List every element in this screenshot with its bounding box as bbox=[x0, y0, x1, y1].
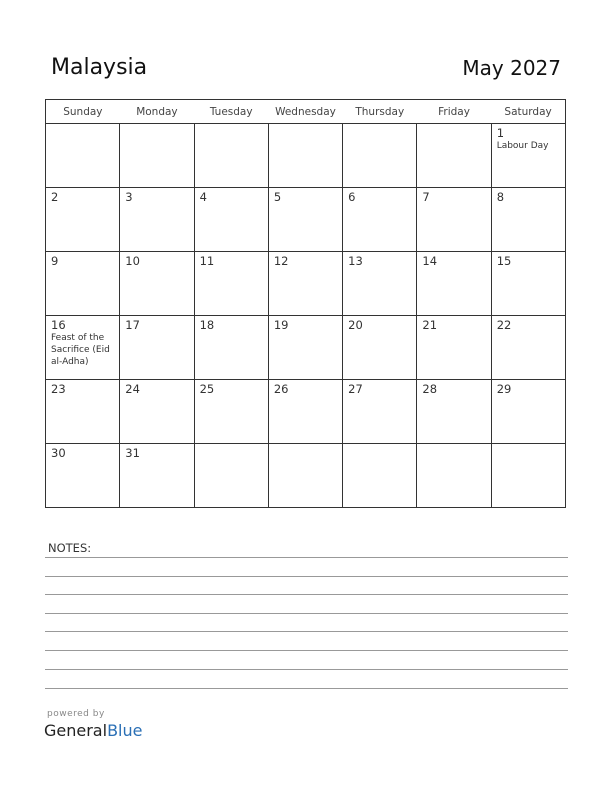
day-cell bbox=[46, 316, 120, 380]
calendar-grid bbox=[45, 99, 566, 508]
day-cell bbox=[120, 252, 194, 316]
weekday-wednesday: Wednesday bbox=[268, 100, 342, 124]
day-cell bbox=[343, 444, 417, 508]
week-row bbox=[46, 316, 566, 380]
day-cell bbox=[268, 188, 342, 252]
day-cell bbox=[343, 124, 417, 188]
day-number: 21 bbox=[422, 318, 438, 332]
day-cell bbox=[491, 316, 565, 380]
day-cell bbox=[268, 252, 342, 316]
day-number: 4 bbox=[199, 190, 207, 204]
day-number: 28 bbox=[422, 382, 438, 396]
weekday-tuesday: Tuesday bbox=[194, 100, 268, 124]
day-cell bbox=[491, 444, 565, 508]
day-cell bbox=[417, 188, 491, 252]
day-cell bbox=[343, 252, 417, 316]
day-cell bbox=[417, 316, 491, 380]
day-number: 7 bbox=[422, 190, 430, 204]
day-number: 12 bbox=[273, 254, 289, 268]
day-number: 23 bbox=[51, 382, 66, 396]
day-number: 30 bbox=[51, 446, 66, 460]
day-cell bbox=[194, 444, 268, 508]
day-number: 9 bbox=[51, 254, 59, 268]
day-cell bbox=[194, 188, 268, 252]
day-number: 13 bbox=[348, 254, 363, 268]
day-cell bbox=[46, 380, 120, 444]
brand-general: General bbox=[44, 721, 108, 740]
day-cell bbox=[46, 124, 120, 188]
week-row bbox=[46, 444, 566, 508]
day-cell bbox=[491, 252, 565, 316]
day-cell bbox=[46, 444, 120, 508]
day-number: 20 bbox=[348, 318, 363, 332]
note-line bbox=[45, 650, 568, 651]
note-line bbox=[45, 576, 568, 577]
day-cell bbox=[120, 316, 194, 380]
day-number: 5 bbox=[273, 190, 282, 204]
month-year-title: May 2027 bbox=[462, 56, 561, 80]
day-cell bbox=[417, 124, 491, 188]
day-number: 1 bbox=[496, 126, 505, 140]
week-row bbox=[46, 252, 566, 316]
day-cell bbox=[120, 444, 194, 508]
weekday-header-row bbox=[46, 100, 566, 124]
note-line bbox=[45, 631, 568, 632]
day-cell bbox=[491, 124, 565, 188]
note-line bbox=[45, 613, 568, 614]
day-cell bbox=[120, 188, 194, 252]
day-number: 11 bbox=[199, 254, 215, 268]
brand-blue: Blue bbox=[107, 721, 143, 740]
day-cell bbox=[491, 380, 565, 444]
holiday-label: Labour Day bbox=[496, 141, 549, 151]
day-cell bbox=[268, 316, 342, 380]
note-line bbox=[45, 594, 568, 595]
holiday-label: Feast of the Sacrifice (Eid al-Adha) bbox=[51, 333, 110, 367]
day-number: 26 bbox=[273, 382, 289, 396]
day-number: 18 bbox=[199, 318, 215, 332]
notes-label: NOTES: bbox=[48, 541, 92, 555]
day-number: 19 bbox=[273, 318, 289, 332]
day-cell bbox=[120, 124, 194, 188]
weekday-sunday: Sunday bbox=[46, 100, 120, 124]
day-number: 31 bbox=[125, 446, 140, 460]
weekday-saturday: Saturday bbox=[491, 100, 565, 124]
day-number: 16 bbox=[51, 318, 66, 332]
note-line bbox=[45, 557, 568, 558]
day-number: 15 bbox=[496, 254, 512, 268]
day-number: 29 bbox=[496, 382, 512, 396]
day-number: 22 bbox=[496, 318, 512, 332]
powered-by-text: powered by bbox=[47, 709, 105, 719]
country-title: Malaysia bbox=[51, 55, 148, 80]
weekday-friday: Friday bbox=[417, 100, 491, 124]
day-number: 14 bbox=[422, 254, 438, 268]
day-cell bbox=[417, 252, 491, 316]
weekday-monday: Monday bbox=[120, 100, 194, 124]
day-number: 17 bbox=[125, 318, 140, 332]
day-cell bbox=[491, 188, 565, 252]
day-cell bbox=[46, 188, 120, 252]
day-cell bbox=[343, 380, 417, 444]
week-row bbox=[46, 188, 566, 252]
day-number: 25 bbox=[199, 382, 215, 396]
day-cell bbox=[194, 252, 268, 316]
day-number: 2 bbox=[51, 190, 59, 204]
note-line bbox=[45, 688, 568, 689]
day-cell bbox=[343, 316, 417, 380]
day-number: 10 bbox=[125, 254, 140, 268]
note-line bbox=[45, 669, 568, 670]
day-cell bbox=[194, 316, 268, 380]
day-number: 24 bbox=[125, 382, 140, 396]
day-cell bbox=[417, 380, 491, 444]
day-cell bbox=[268, 124, 342, 188]
day-cell bbox=[268, 380, 342, 444]
day-cell bbox=[417, 444, 491, 508]
day-cell bbox=[194, 380, 268, 444]
day-cell bbox=[194, 124, 268, 188]
generalblue-logo[interactable] bbox=[44, 721, 142, 740]
day-number: 27 bbox=[348, 382, 363, 396]
day-cell bbox=[343, 188, 417, 252]
day-number: 3 bbox=[125, 190, 133, 204]
day-cell bbox=[46, 252, 120, 316]
day-cell bbox=[120, 380, 194, 444]
day-number: 6 bbox=[348, 190, 356, 204]
day-cell bbox=[268, 444, 342, 508]
week-row bbox=[46, 124, 566, 188]
week-row bbox=[46, 380, 566, 444]
weekday-thursday: Thursday bbox=[343, 100, 417, 124]
day-number: 8 bbox=[496, 190, 505, 204]
